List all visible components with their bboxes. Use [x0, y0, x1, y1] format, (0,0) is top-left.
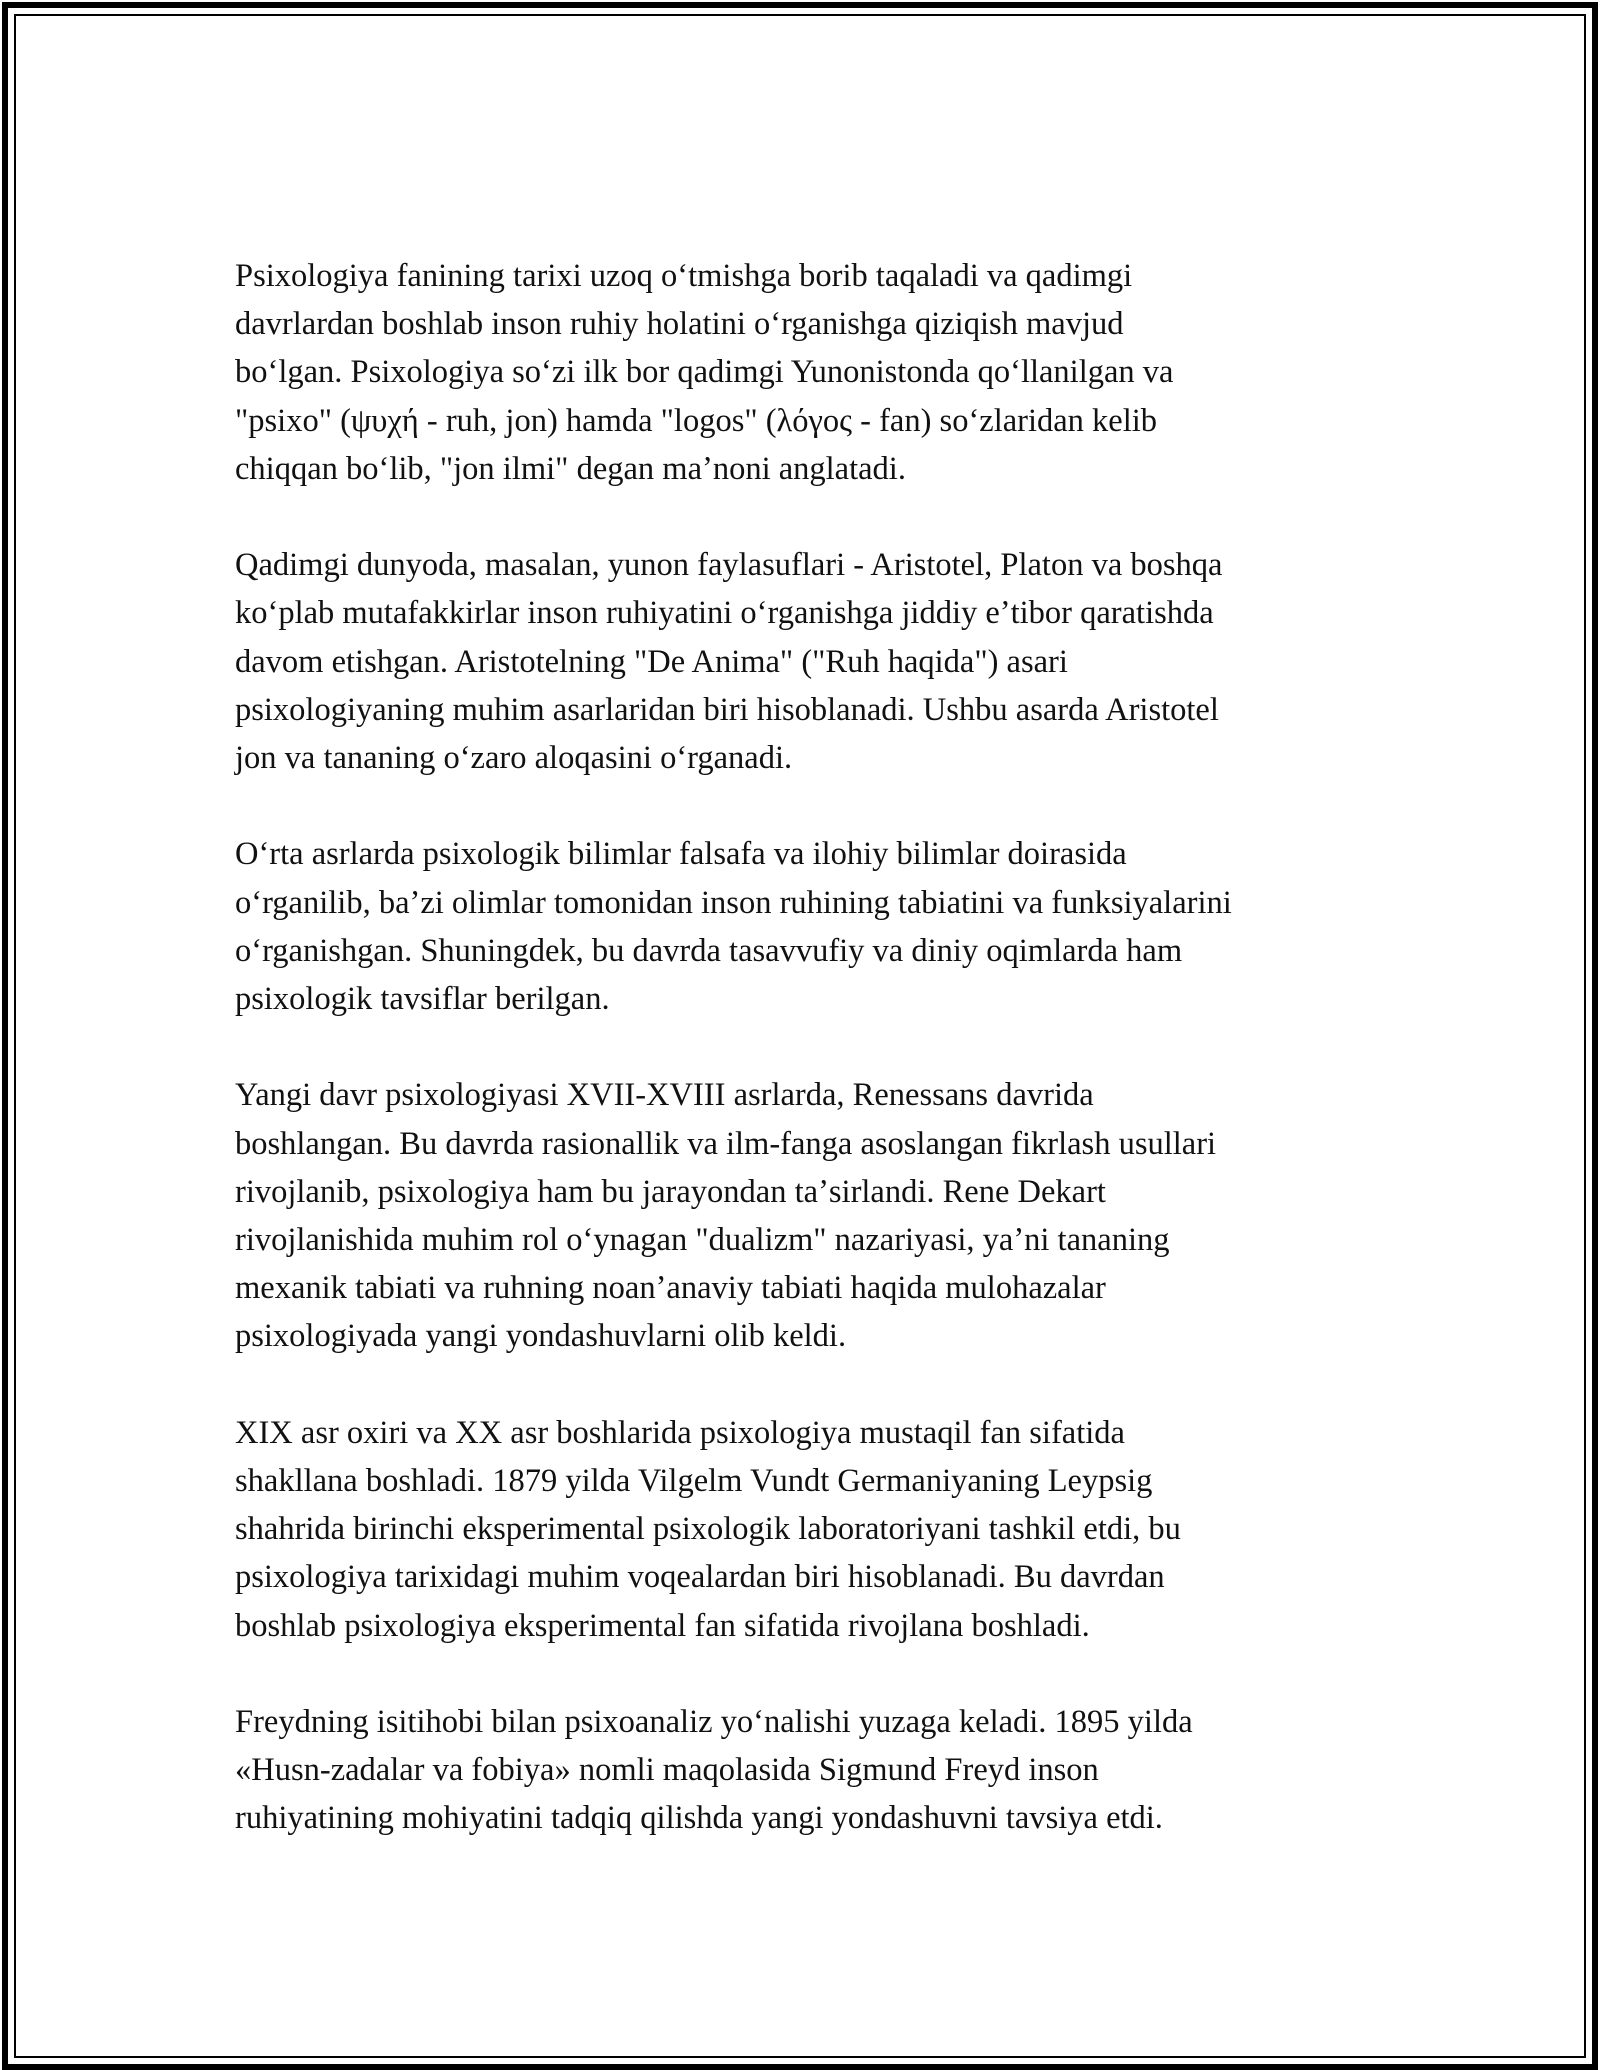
text-line: psixologiyaning muhim asarlaridan biri hisoblanadi. Ushbu asarda Aristotel — [235, 691, 1219, 728]
text-line: oʻrganishgan. Shuningdek, bu davrda tasavvufiy va diniy oqimlarda ham — [235, 932, 1183, 969]
text-line: Freydning isitihobi bilan psixoanaliz yoʻnalishi yuzaga keladi. 1895 yilda — [235, 1704, 1193, 1741]
text-line: shahrida birinchi eksperimental psixologik laboratoriyani tashkil etdi, bu — [235, 1511, 1181, 1548]
text-line: "psixo" (ψυχή - ruh, jon) hamda "logos" (λόγος - fan) soʻzlaridan kelib — [235, 402, 1158, 439]
paragraph-4 — [235, 1071, 1395, 1360]
text-line: boshlab psixologiya eksperimental fan sifatida rivojlana boshladi. — [235, 1607, 1090, 1644]
text-line: oʻrganilib, baʼzi olimlar tomonidan inson ruhining tabiatini va funksiyalarini — [235, 884, 1232, 921]
text-line: Qadimgi dunyoda, masalan, yunon faylasuflari - Aristotel, Platon va boshqa — [235, 547, 1223, 584]
paragraph-3 — [235, 830, 1395, 1023]
text-line: Psixologiya fanining tarixi uzoq oʻtmishga borib taqaladi va qadimgi — [235, 258, 1133, 294]
text-line: boʻlgan. Psixologiya soʻzi ilk bor qadimgi Yunonistonda qoʻllanilgan va — [235, 354, 1174, 391]
paragraph-2 — [235, 541, 1395, 782]
text-line: koʻplab mutafakkirlar inson ruhiyatini oʻrganishga jiddiy eʼtibor qaratishda — [235, 595, 1214, 632]
text-line: davrlardan boshlab inson ruhiy holatini oʻrganishga qiziqish mavjud — [235, 306, 1124, 343]
text-line: Oʻrta asrlarda psixologik bilimlar falsafa va ilohiy bilimlar doirasida — [235, 836, 1127, 873]
text-line: shakllana boshladi. 1879 yilda Vilgelm Vundt Germaniyaning Leypsig — [235, 1463, 1153, 1500]
text-line: psixologik tavsiflar berilgan. — [235, 981, 610, 1018]
text-line: rivojlanishida muhim rol oʻynagan "dualizm" nazariyasi, yaʼni tananing — [235, 1222, 1170, 1259]
text-line: ruhiyatining mohiyatini tadqiq qilishda yangi yondashuvni tavsiya etdi. — [235, 1800, 1163, 1837]
text-line: Yangi davr psixologiyasi XVII-XVIII asrlarda, Renessans davrida — [235, 1077, 1094, 1114]
text-line: jon va tananing oʻzaro aloqasini oʻrganadi. — [235, 740, 793, 777]
text-line: psixologiya tarixidagi muhim voqealardan biri hisoblanadi. Bu davrdan — [235, 1559, 1165, 1596]
paragraph-5 — [235, 1409, 1395, 1650]
text-line: chiqqan boʻlib, "jon ilmi" degan maʼnoni anglatadi. — [235, 450, 906, 487]
document-body — [235, 252, 1395, 1843]
text-line: mexanik tabiati va ruhning noanʼanaviy tabiati haqida mulohazalar — [235, 1270, 1106, 1307]
paragraph-6 — [235, 1698, 1395, 1843]
paragraph-1 — [235, 252, 1395, 493]
text-line: boshlangan. Bu davrda rasionallik va ilm-fanga asoslangan fikrlash usullari — [235, 1125, 1217, 1162]
text-line: psixologiyada yangi yondashuvlarni olib keldi. — [235, 1318, 847, 1355]
text-line: rivojlanib, psixologiya ham bu jarayondan taʼsirlandi. Rene Dekart — [235, 1173, 1106, 1210]
text-line: davom etishgan. Aristotelning "De Anima" ("Ruh haqida") asari — [235, 643, 1068, 680]
text-line: XIX asr oxiri va XX asr boshlarida psixologiya mustaqil fan sifatida — [235, 1414, 1125, 1451]
text-line: «Husn-zadalar va fobiya» nomli maqolasida Sigmund Freyd inson — [235, 1752, 1099, 1789]
